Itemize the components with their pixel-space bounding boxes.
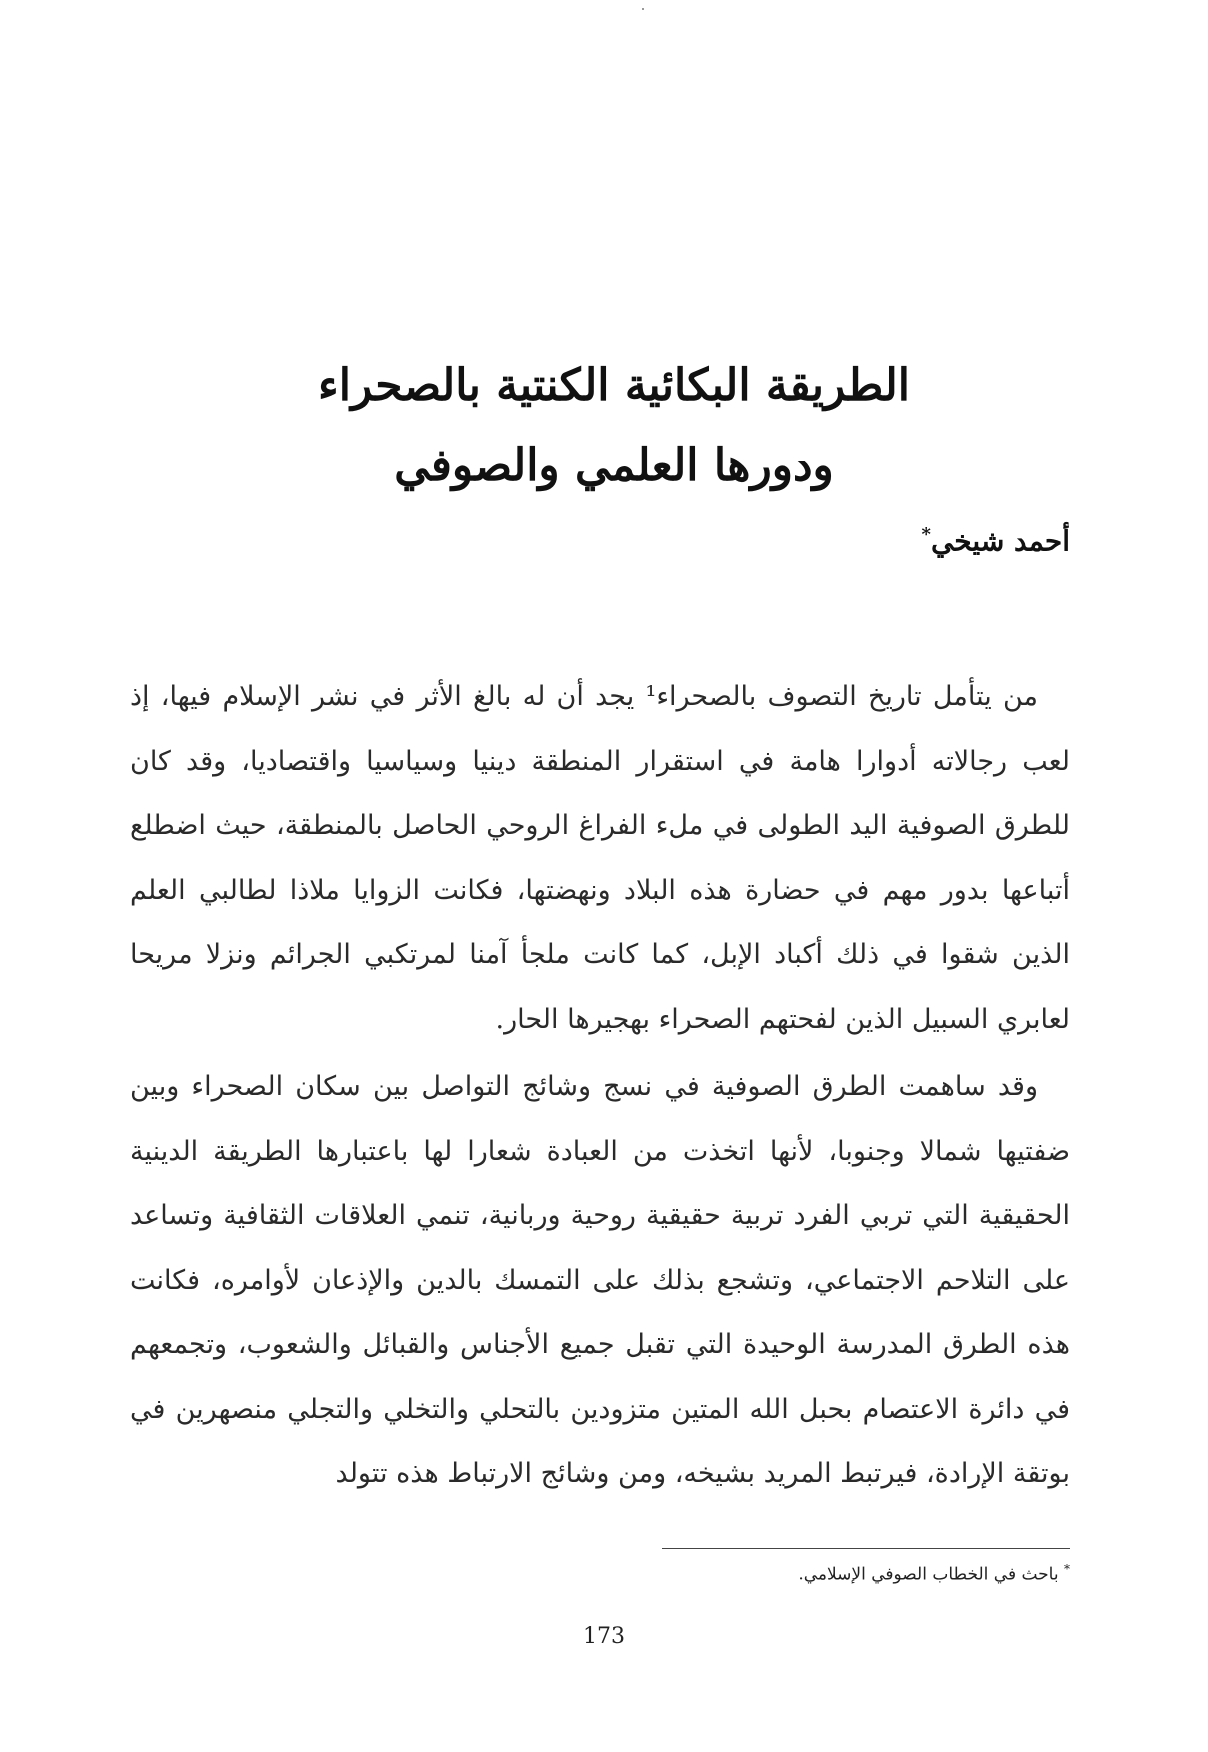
article-title-line-1: الطريقة البكائية الكنتية بالصحراء — [318, 360, 910, 411]
footnote — [798, 1562, 1070, 1585]
scan-mark — [642, 8, 644, 10]
page-number: 173 — [583, 1624, 625, 1649]
paragraph-1 — [130, 665, 1070, 1052]
author-footnote-marker: * — [921, 524, 931, 545]
author-name — [922, 524, 1070, 557]
footnote-text: باحث في الخطاب الصوفي الإسلامي. — [798, 1564, 1059, 1585]
author-name-text: أحمد شيخي — [930, 524, 1070, 558]
paragraph-1-text: من يتأمل تاريخ التصوف بالصحراء¹ يجد أن له بالغ الأثر في نشر الإسلام فيها، إذ لعب رجالاته أدوارا هامة في استقرار المنطقة دينيا وسياسيا واقتصاديا، وقد كان للطرق الصوفية اليد الطولى في ملء الفراغ الروحي الحاصل بالمنطقة، حيث اضطلع أتباعها بدور مهم في حضارة هذه البلاد ونهضتها، فكانت الزوايا ملاذا لطالبي العلم الذين شقوا في ذلك أكباد الإبل، كما كانت ملجأ آمنا لمرتكبي الجرائم ونزلا مريحا لعابري السبيل الذين لفحتهم الصحراء بهجيرها الحار. — [130, 681, 1070, 1035]
article-title-line-2: ودورها العلمي والصوفي — [394, 440, 834, 491]
footnote-marker: * — [1064, 1562, 1070, 1576]
paragraph-2 — [130, 1055, 1070, 1507]
paragraph-2-text: وقد ساهمت الطرق الصوفية في نسج وشائج التواصل بين سكان الصحراء وبين ضفتيها شمالا وجنوبا، لأنها اتخذت من العبادة شعارا لها باعتبارها الطريقة الدينية الحقيقية التي تربي الفرد تربية حقيقية روحية وربانية، تنمي العلاقات الثقافية وتساعد على التلاحم الاجتماعي، وتشجع بذلك على التمسك بالدين والإذعان لأوامره، فكانت هذه الطرق المدرسة الوحيدة التي تقبل جميع الأجناس والقبائل والشعوب، وتجمعهم في دائرة الاعتصام بحبل الله المتين متزودين بالتحلي والتخلي والتجلي منصهرين في بوتقة الإرادة، فيرتبط المريد بشيخه، ومن وشائج الارتباط هذه تتولد — [130, 1071, 1070, 1489]
footnote-divider — [662, 1548, 1070, 1549]
